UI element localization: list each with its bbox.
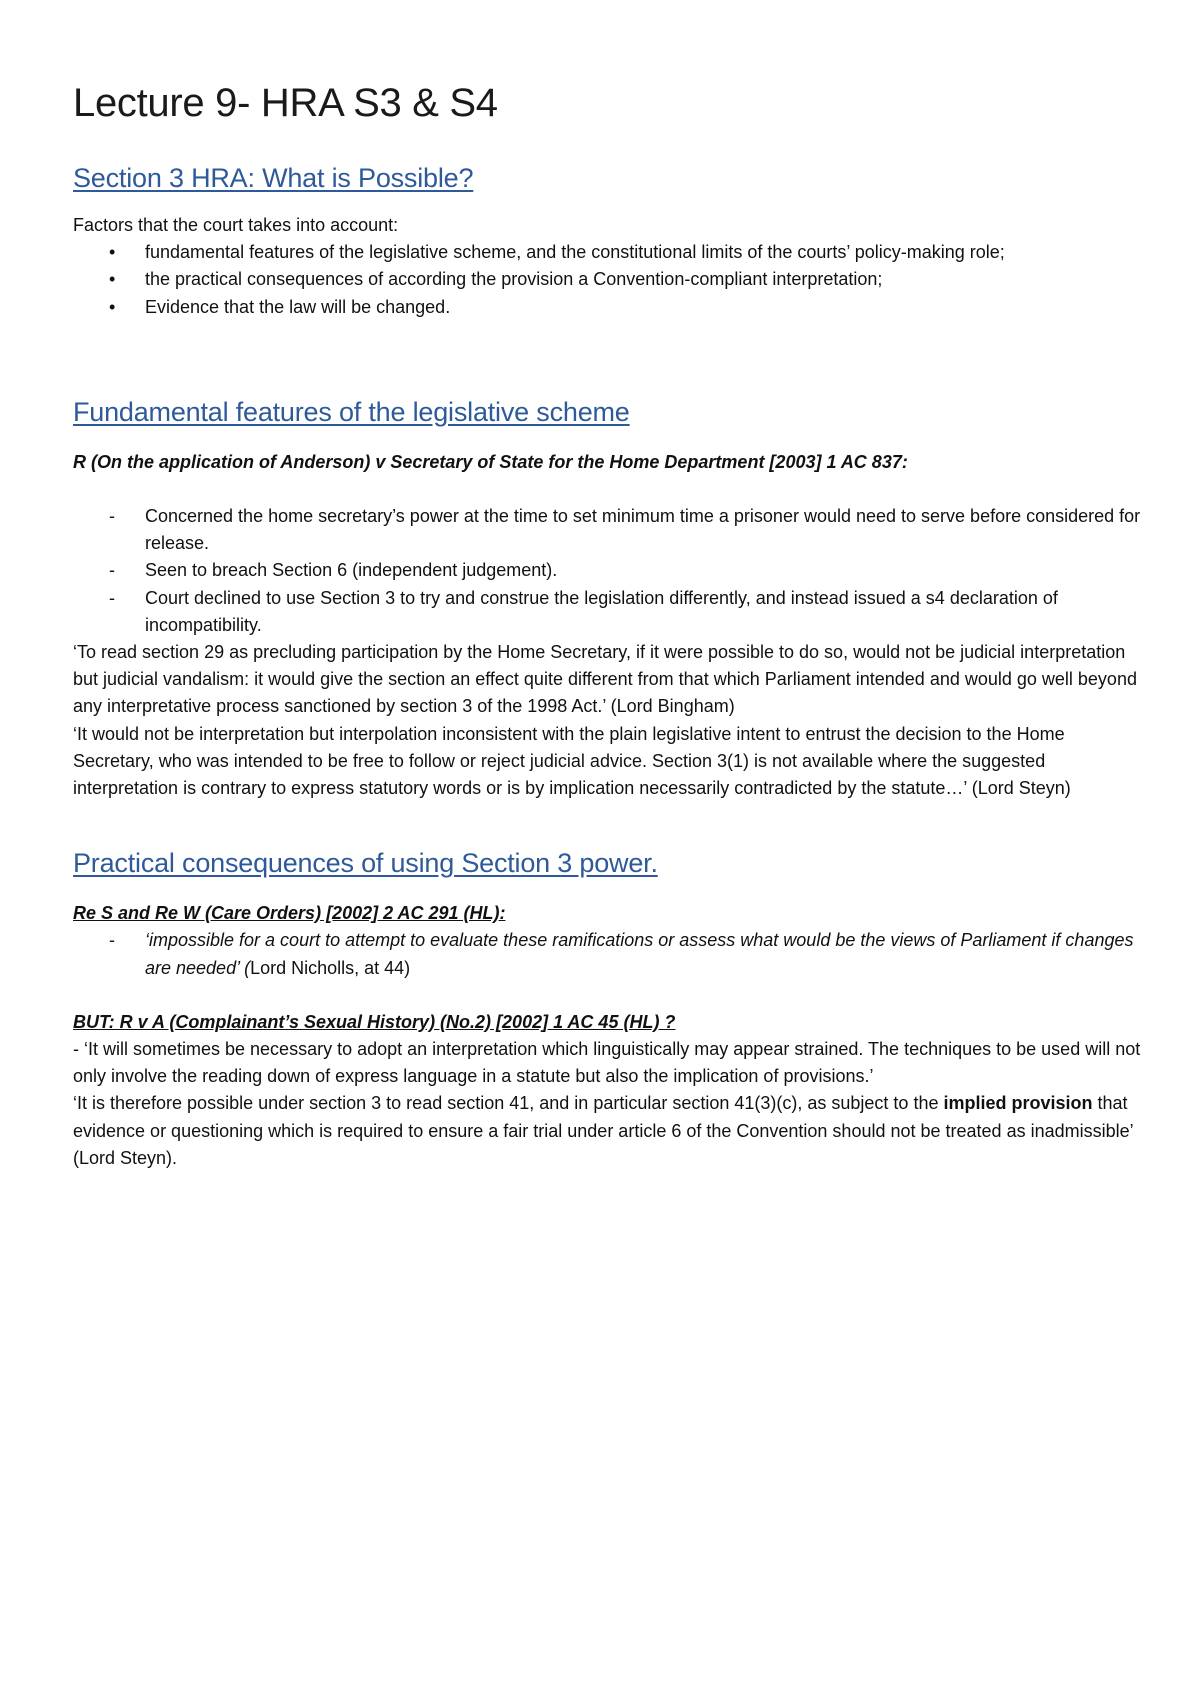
dash-marker: - — [109, 506, 115, 527]
case-r-v-a: BUT: R v A (Complainant’s Sexual History) (No.2) [2002] 1 AC 45 (HL) ? — [73, 1011, 676, 1032]
dash-marker: - — [109, 930, 115, 951]
list-item: - Court declined to use Section 3 to try and construe the legislation differently, and instead issued a s4 declaration of incompatibility. — [73, 585, 1143, 639]
section-heading-fundamental-features: Fundamental features of the legislative scheme — [73, 396, 630, 427]
bullet-marker: • — [109, 269, 116, 290]
quote-lord-nicholls: ‘impossible for a court to attempt to evaluate these ramifications or assess what would be the views of Parliament if changes are needed’ ( — [145, 930, 1134, 978]
list-item — [73, 927, 1143, 981]
list-item: • the practical consequences of according the provision a Convention-compliant interpretation; — [73, 266, 1143, 293]
list-item: • fundamental features of the legislative scheme, and the constitutional limits of the courts’ policy-making role; — [73, 239, 1143, 266]
bullet-marker: • — [109, 296, 116, 317]
section-heading-what-is-possible: Section 3 HRA: What is Possible? — [73, 163, 474, 193]
case-re-s-re-w: Re S and Re W (Care Orders) [2002] 2 AC 291 (HL): — [73, 903, 506, 924]
quote-citation: Lord Nicholls, at 44) — [250, 957, 411, 978]
section-heading-practical-consequences: Practical consequences of using Section 3 power. — [73, 848, 658, 879]
factors-intro: Factors that the court takes into account: — [73, 215, 399, 235]
list-item: • Evidence that the law will be changed. — [73, 294, 1143, 321]
dash-marker: - — [109, 587, 115, 608]
case-anderson: R (On the application of Anderson) v Secretary of State for the Home Department [2003] 1 AC 837: — [73, 451, 908, 472]
quote-lord-steyn: ‘It would not be interpretation but interpolation inconsistent with the plain legislative intent to entrust the decision to the Home Secretary, who was intended to be free to follow or reject judicial advice. Section 3(1) is not available where the suggested interpretation is contrary to express statutory words or is by implication necessarily contradicted by the statute…’ (Lord Steyn) — [73, 723, 1071, 799]
bullet-marker: • — [109, 242, 116, 263]
anderson-points — [73, 503, 1143, 639]
dash-marker: - — [109, 560, 115, 581]
quote-lord-bingham: ‘To read section 29 as precluding participation by the Home Secretary, if it were possible to do so, would not be judicial interpretation but judicial vandalism: it would give the section an effect quite different from that which Parliament intended and would go well beyond any interpretative process sanctioned by section 3 of the 1998 Act.’ (Lord Bingham) — [73, 642, 1137, 717]
page-title: Lecture 9- HRA S3 & S4 — [73, 81, 498, 125]
list-item: - Concerned the home secretary’s power at the time to set minimum time a prisoner would need to serve before considered for release. — [73, 503, 1143, 557]
implied-provision-emphasis: implied provision — [943, 1093, 1093, 1114]
factors-list — [73, 239, 1143, 321]
document-content — [73, 78, 1143, 1172]
re-s-points — [73, 927, 1143, 981]
quote-r-v-a-strained: - ‘It will sometimes be necessary to adopt an interpretation which linguistically may appear strained. The techniques to be used will not only involve the reading down of express language in a statute but also the implication of provisions.’ — [73, 1039, 1141, 1087]
quote-r-v-a-implied-provision: ‘It is therefore possible under section 3 to read section 41, and in particular section 41(3)(c), as subject to the implied provision that evidence or questioning which is required to ensure a fair trial under article 6 of the Convention should not be treated as inadmissible’ (Lord Steyn). — [73, 1093, 1133, 1168]
list-item: - Seen to breach Section 6 (independent judgement). — [73, 557, 1143, 584]
